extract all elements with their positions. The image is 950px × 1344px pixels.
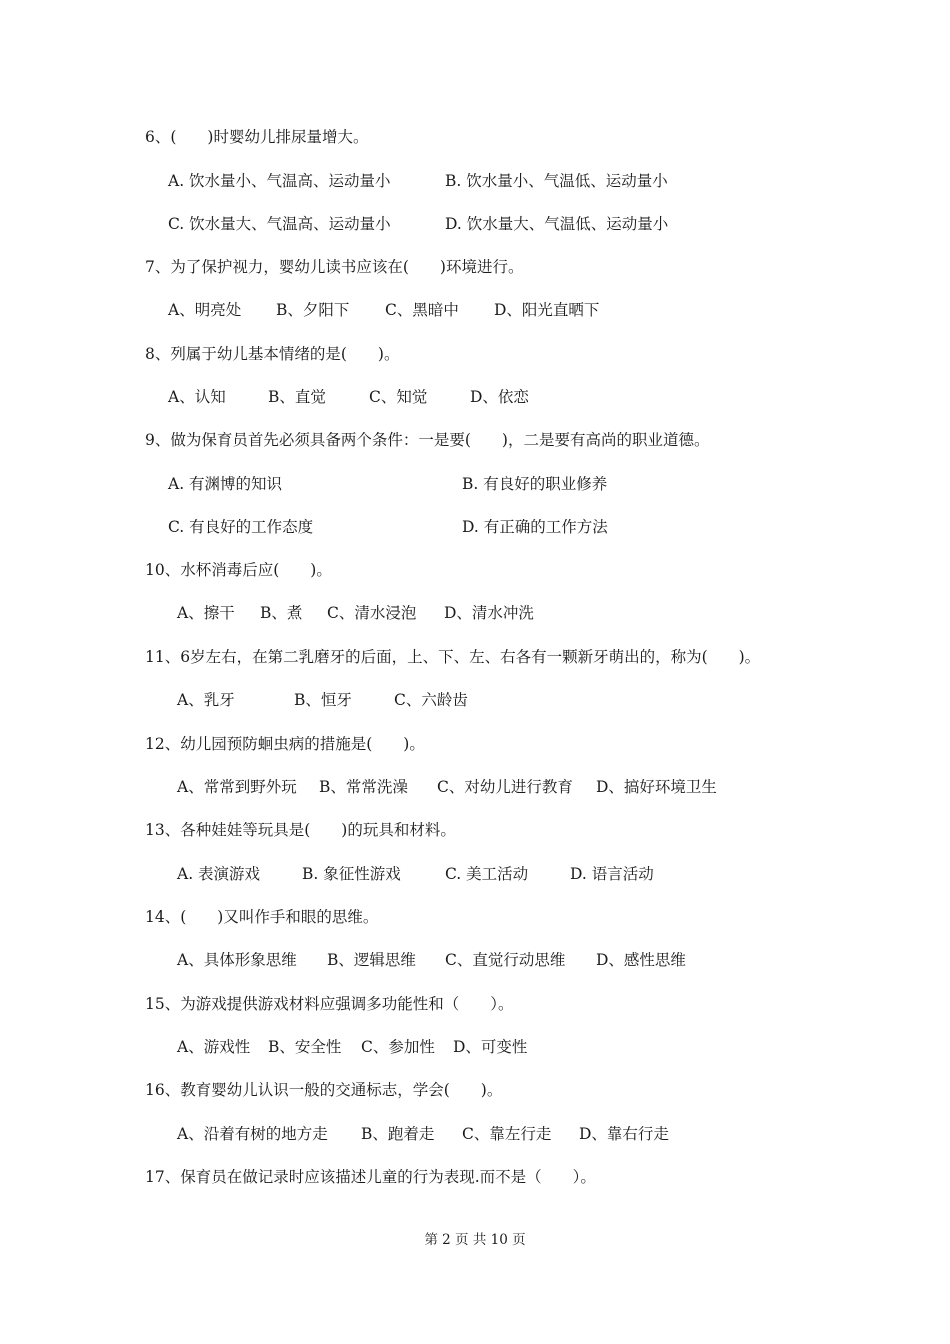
question-8-option-c: C、知觉 (369, 388, 428, 406)
question-7-option-b: B、夕阳下 (276, 301, 350, 319)
question-15-option-c: C、参加性 (361, 1038, 435, 1056)
question-9-option-b: B. 有良好的职业修养 (462, 475, 608, 493)
question-8-stem: 8、列属于幼儿基本情绪的是( )。 (145, 345, 400, 363)
question-10-option-a: A、擦干 (177, 604, 235, 622)
question-13-stem: 13、各种娃娃等玩具是( )的玩具和材料。 (145, 821, 456, 839)
question-6-option-a: A. 饮水量小、气温高、运动量小 (168, 172, 391, 190)
question-8-option-a: A、认知 (168, 388, 226, 406)
question-16-option-d: D、靠右行走 (579, 1125, 669, 1143)
question-13-option-c: C. 美工活动 (445, 865, 529, 883)
question-12-option-c: C、对幼儿进行教育 (437, 778, 573, 796)
question-9-option-a: A. 有渊博的知识 (168, 475, 283, 493)
page-footer: 第 2 页 共 10 页 (424, 1232, 526, 1248)
question-14-option-d: D、感性思维 (596, 951, 686, 969)
question-14-option-c: C、直觉行动思维 (445, 951, 566, 969)
question-6-option-c: C. 饮水量大、气温高、运动量小 (168, 215, 391, 233)
question-13-option-b: B. 象征性游戏 (302, 865, 401, 883)
question-6-stem: 6、( )时婴幼儿排尿量增大。 (145, 128, 369, 146)
question-6-option-d: D. 饮水量大、气温低、运动量小 (445, 215, 669, 233)
question-8-option-d: D、依恋 (470, 388, 529, 406)
question-10-option-b: B、煮 (260, 604, 303, 622)
question-7-stem: 7、为了保护视力，婴幼儿读书应该在( )环境进行。 (145, 258, 524, 276)
question-8-option-b: B、直觉 (268, 388, 326, 406)
question-15-option-b: B、安全性 (268, 1038, 342, 1056)
question-10-option-c: C、清水浸泡 (327, 604, 417, 622)
question-7-option-a: A、明亮处 (168, 301, 242, 319)
question-9-option-c: C. 有良好的工作态度 (168, 518, 314, 536)
question-17-stem: 17、保育员在做记录时应该描述儿童的行为表现.而不是（ ）。 (145, 1168, 596, 1186)
question-11-option-b: B、恒牙 (294, 691, 352, 709)
question-14-option-a: A、具体形象思维 (177, 951, 297, 969)
question-16-option-a: A、沿着有树的地方走 (177, 1125, 328, 1143)
question-16-stem: 16、教育婴幼儿认识一般的交通标志，学会( )。 (145, 1081, 503, 1099)
question-11-option-c: C、六龄齿 (394, 691, 468, 709)
question-15-option-a: A、游戏性 (177, 1038, 251, 1056)
question-9-option-d: D. 有正确的工作方法 (462, 518, 608, 536)
question-7-option-d: D、阳光直晒下 (494, 301, 600, 319)
question-9-stem: 9、做为保育员首先必须具备两个条件：一是要( )，二是要有高尚的职业道德。 (145, 431, 710, 449)
question-14-option-b: B、逻辑思维 (327, 951, 416, 969)
question-12-option-b: B、常常洗澡 (319, 778, 408, 796)
question-11-stem: 11、6岁左右，在第二乳磨牙的后面，上、下、左、右各有一颗新牙萌出的，称为( )。 (145, 648, 761, 666)
question-13-option-a: A. 表演游戏 (177, 865, 261, 883)
question-12-option-a: A、常常到野外玩 (177, 778, 297, 796)
question-10-option-d: D、清水冲洗 (444, 604, 534, 622)
question-14-stem: 14、( )又叫作手和眼的思维。 (145, 908, 379, 926)
question-13-option-d: D. 语言活动 (570, 865, 654, 883)
question-16-option-c: C、靠左行走 (462, 1125, 552, 1143)
question-15-stem: 15、为游戏提供游戏材料应强调多功能性和（ ）。 (145, 995, 514, 1013)
question-7-option-c: C、黑暗中 (385, 301, 459, 319)
question-11-option-a: A、乳牙 (177, 691, 235, 709)
question-15-option-d: D、可变性 (453, 1038, 528, 1056)
question-16-option-b: B、跑着走 (361, 1125, 435, 1143)
question-10-stem: 10、水杯消毒后应( )。 (145, 561, 332, 579)
question-12-option-d: D、搞好环境卫生 (596, 778, 717, 796)
question-12-stem: 12、幼儿园预防蛔虫病的措施是( )。 (145, 735, 425, 753)
question-6-option-b: B. 饮水量小、气温低、运动量小 (445, 172, 668, 190)
